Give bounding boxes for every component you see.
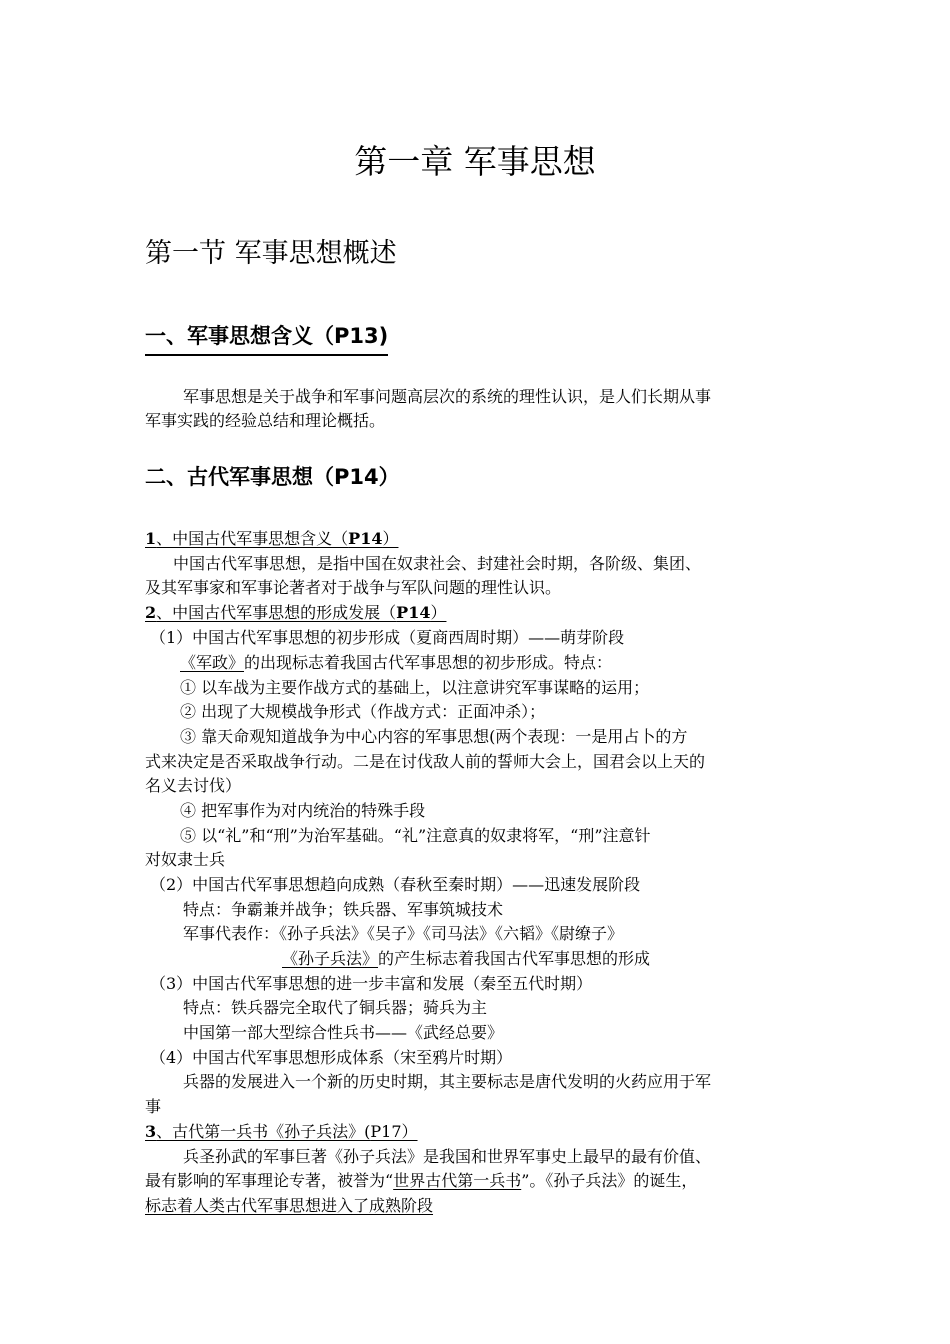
- item3-line-2-a: 最有影响的军事理论专著，被誉为“: [145, 1171, 394, 1190]
- item1-page: P14: [348, 529, 383, 548]
- item2-number: 2: [145, 603, 157, 622]
- book-junzheng: 《军政》: [180, 653, 245, 672]
- stage2-features: 特点：争霸兼并战争；铁兵器、军事筑城技术: [183, 900, 504, 919]
- item3-line-2-b: ”。《孙子兵法》的诞生，: [521, 1171, 698, 1190]
- stage1-point-5-line-1: ⑤ 以“礼”和“刑”为治军基础。“礼”注意真的奴隶将军，“刑”注意针: [180, 826, 651, 845]
- stage2-heading: （2）中国古代军事思想趋向成熟（春秋至秦时期）——迅速发展阶段: [150, 875, 641, 894]
- item2-close: ）: [430, 603, 447, 622]
- stage1-point-3-line-2: 式来决定是否采取战争行动。二是在讨伐敌人前的誓师大会上，国君会以上天的: [145, 752, 706, 771]
- stage1-point-4: ④ 把军事作为对内统治的特殊手段: [180, 801, 426, 820]
- stage3-features: 特点：铁兵器完全取代了铜兵器；骑兵为主: [183, 998, 488, 1017]
- item2-page: P14: [396, 603, 431, 622]
- stage3-heading: （3）中国古代军事思想的进一步丰富和发展（秦至五代时期）: [150, 974, 593, 993]
- stage1-point-2: ② 出现了大规模战争形式（作战方式：正面冲杀）；: [180, 702, 546, 721]
- item3-line-1: 兵圣孙武的军事巨著《孙子兵法》是我国和世界军事史上最早的最有价值、: [183, 1147, 712, 1166]
- definition-line-1: 军事思想是关于战争和军事问题高层次的系统的理性认识，是人们长期从事: [183, 387, 712, 406]
- item3-line-3: 标志着人类古代军事思想进入了成熟阶段: [145, 1196, 434, 1215]
- item1-number: 1: [145, 529, 157, 548]
- stage2-works: 军事代表作：《孙子兵法》《吴子》《司马法》《六韬》《尉缭子》: [183, 924, 624, 943]
- heading-ancient-thought: 二、古代军事思想（P14）: [145, 465, 400, 489]
- stage4-line-2: 事: [145, 1097, 162, 1116]
- stage1-point-5-line-2: 对奴隶士兵: [145, 850, 226, 869]
- stage2-book-line: [282, 948, 650, 970]
- item3-page: P17）: [370, 1122, 418, 1141]
- book-sunzi: 《孙子兵法》: [282, 949, 379, 968]
- stage1-heading: （1）中国古代军事思想的初步形成（夏商西周时期）——萌芽阶段: [150, 628, 625, 647]
- stage4-heading: （4）中国古代军事思想形成体系（宋至鸦片时期）: [150, 1048, 513, 1067]
- stage4-line-1: 兵器的发展进入一个新的历史时期，其主要标志是唐代发明的火药应用于军: [183, 1072, 712, 1091]
- item1-close: ）: [382, 529, 399, 548]
- stage1-point-1: ① 以车战为主要作战方式的基础上，以注意讲究军事谋略的运用；: [180, 678, 650, 697]
- stage3-first-book: 中国第一部大型综合性兵书——《武经总要》: [183, 1023, 504, 1042]
- chapter-title: 第一章 军事思想: [354, 142, 596, 181]
- item3-title: [145, 1121, 418, 1143]
- item2-title: [145, 602, 446, 624]
- item2-title-text: 、中国古代军事思想的形成发展（: [156, 603, 397, 622]
- item3-line-2: [145, 1170, 697, 1192]
- item1-line-1: 中国古代军事思想，是指中国在奴隶社会、封建社会时期，各阶级、集团、: [173, 554, 702, 573]
- stage1-point-3-line-1: ③ 靠天命观知道战争为中心内容的军事思想(两个表现：一是用占卜的方: [180, 727, 688, 746]
- stage1-book-rest: 的出现标志着我国古代军事思想的初步形成。特点：: [244, 653, 613, 672]
- stage2-book-rest: 的产生标志着我国古代军事思想的形成: [378, 949, 651, 968]
- item3-number: 3: [145, 1122, 157, 1141]
- section-title: 第一节 军事思想概述: [145, 238, 397, 269]
- stage1-book-line: [180, 652, 612, 674]
- stage1-point-3-line-3: 名义去讨伐）: [145, 776, 242, 795]
- heading-definition: 一、军事思想含义（P13): [145, 320, 388, 356]
- item3-line-2-underlined: 世界古代第一兵书: [393, 1171, 522, 1190]
- definition-line-2: 军事实践的经验总结和理论概括。: [145, 411, 386, 430]
- item1-title: [145, 528, 398, 550]
- item1-line-2: 及其军事家和军事论著者对于战争与军队问题的理性认识。: [145, 578, 562, 597]
- item1-title-text: 、中国古代军事思想含义（: [156, 529, 349, 548]
- item3-title-text: 、古代第一兵书《孙子兵法》(: [156, 1122, 371, 1141]
